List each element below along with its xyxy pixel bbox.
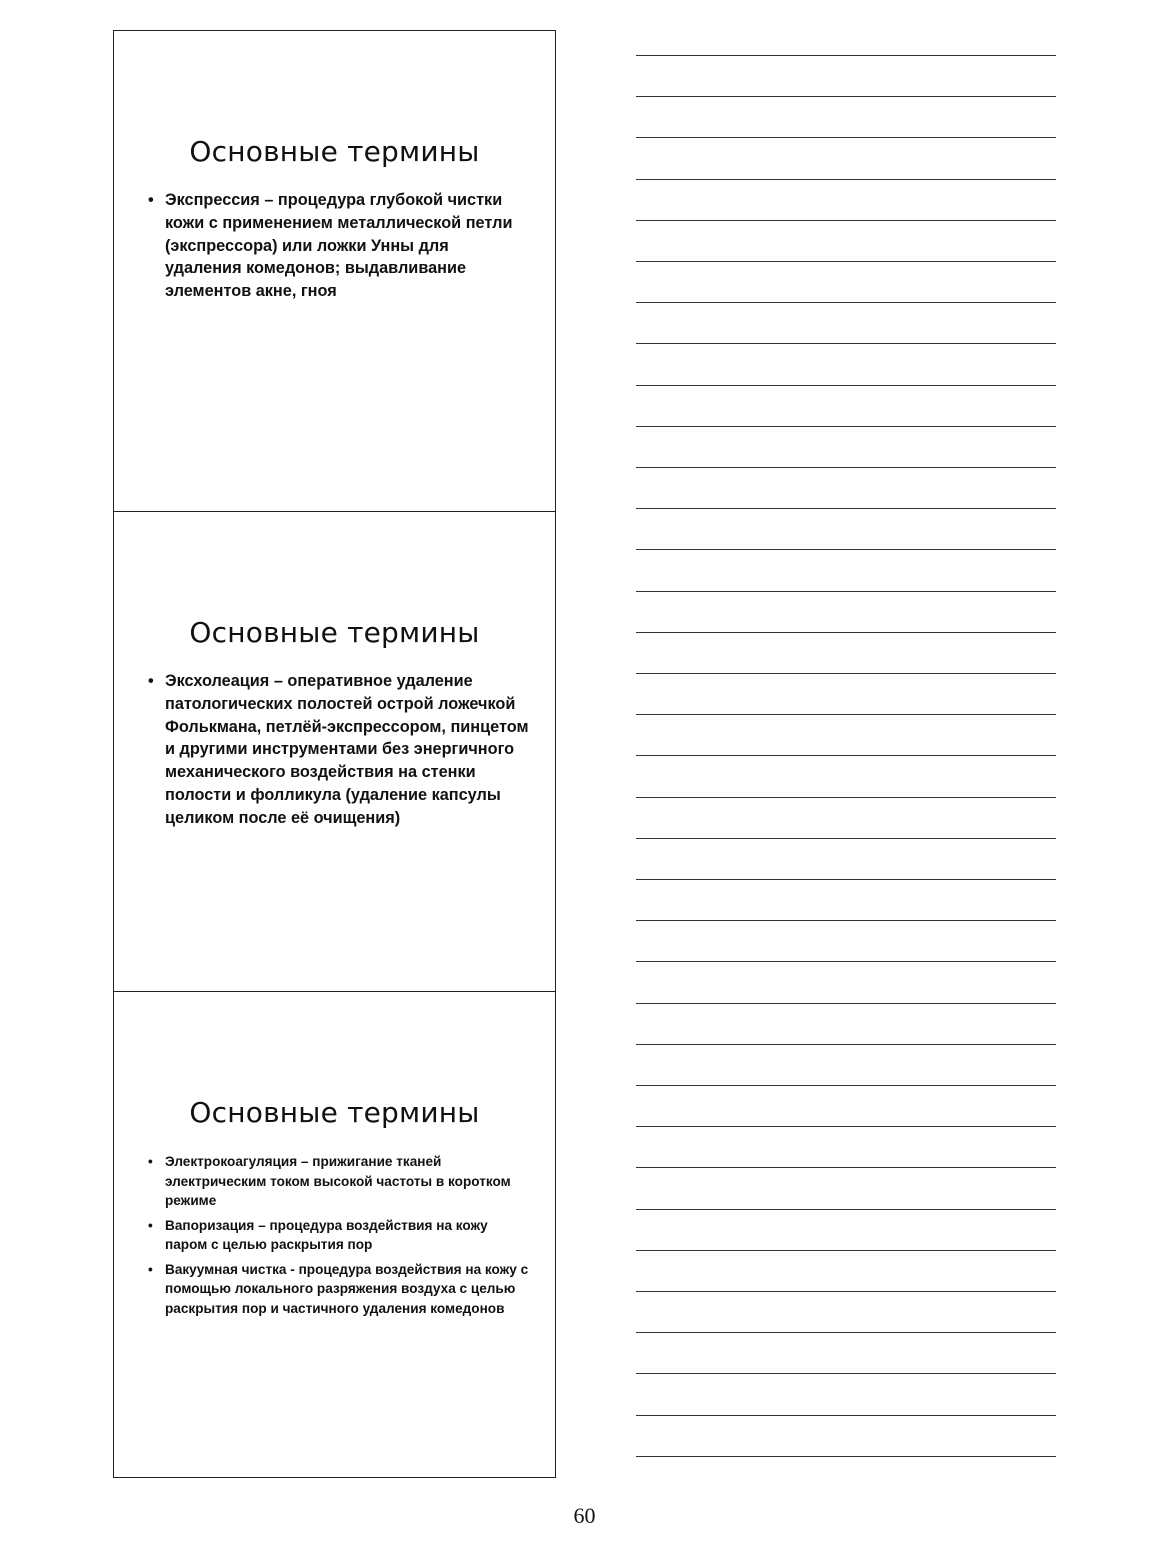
- bullet-item: • Экспрессия – процедура глубокой чистки кожи с применением металлической петли (экспрессора) или ложки Унны для удаления комедонов; выдавливание элементов акне, гноя: [148, 189, 529, 303]
- note-line: [636, 1456, 1056, 1457]
- bullet-item: • Электрокоагуляция – прижигание тканей электрическим током высокой частоты в коротком режиме: [148, 1152, 529, 1211]
- note-line: [636, 137, 1056, 138]
- note-line: [636, 343, 1056, 344]
- slide-title: Основные термины: [189, 1096, 480, 1129]
- slide-title: Основные термины: [189, 616, 480, 649]
- note-line: [636, 961, 1056, 962]
- note-line: [636, 549, 1056, 550]
- note-line: [636, 1044, 1056, 1045]
- note-line: [636, 179, 1056, 180]
- note-line: [636, 1003, 1056, 1004]
- slide-1: [114, 31, 555, 511]
- note-line: [636, 714, 1056, 715]
- notes-lines: [636, 55, 1056, 1465]
- note-line: [636, 1373, 1056, 1374]
- note-line: [636, 1291, 1056, 1292]
- note-line: [636, 673, 1056, 674]
- note-line: [636, 1085, 1056, 1086]
- note-line: [636, 797, 1056, 798]
- slide-2: [114, 511, 555, 991]
- note-line: [636, 1415, 1056, 1416]
- note-line: [636, 302, 1056, 303]
- note-line: [636, 55, 1056, 56]
- note-line: [636, 220, 1056, 221]
- note-line: [636, 96, 1056, 97]
- slide-column: [113, 30, 556, 1478]
- note-line: [636, 385, 1056, 386]
- bullet-list: [148, 670, 529, 830]
- bullet-item: • Вакуумная чистка - процедура воздействия на кожу с помощью локального разряжения воздуха с целью раскрытия пор и частичного удаления комедонов: [148, 1260, 529, 1319]
- bullet-item: • Эксхолеация – оперативное удаление патологических полостей острой ложечкой Фолькмана, петлёй-экспрессором, пинцетом и другими инструментами без энергичного механического воздействия на стенки полости и фолликула (удаление капсулы целиком после её очищения): [148, 670, 529, 830]
- note-line: [636, 920, 1056, 921]
- note-line: [636, 838, 1056, 839]
- bullet-list: [148, 1152, 529, 1323]
- page-number: 60: [573, 1503, 596, 1528]
- note-line: [636, 1250, 1056, 1251]
- note-line: [636, 632, 1056, 633]
- note-line: [636, 1209, 1056, 1210]
- slide-title: Основные термины: [189, 135, 480, 168]
- bullet-item: • Вапоризация – процедура воздействия на кожу паром с целью раскрытия пор: [148, 1216, 529, 1255]
- note-line: [636, 1167, 1056, 1168]
- note-line: [636, 1332, 1056, 1333]
- note-line: [636, 508, 1056, 509]
- note-line: [636, 1126, 1056, 1127]
- note-line: [636, 261, 1056, 262]
- slide-3: [114, 991, 555, 1477]
- note-line: [636, 426, 1056, 427]
- bullet-list: [148, 189, 529, 303]
- note-line: [636, 755, 1056, 756]
- note-line: [636, 467, 1056, 468]
- note-line: [636, 591, 1056, 592]
- note-line: [636, 879, 1056, 880]
